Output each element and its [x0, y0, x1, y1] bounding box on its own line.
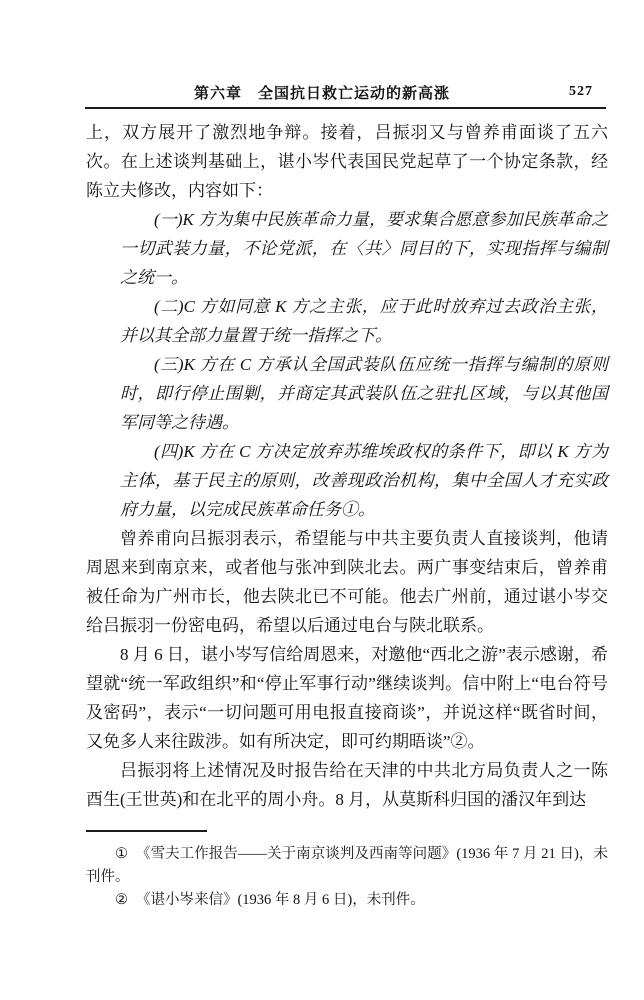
page-number: 527 — [569, 84, 593, 99]
footnote-2-marker: ② — [115, 892, 128, 908]
page-body — [86, 118, 608, 814]
footnote-1 — [86, 843, 608, 889]
chapter-title: 第六章 全国抗日救亡运动的新高涨 — [193, 86, 450, 102]
header-rule — [85, 107, 606, 109]
body-paragraph-4: 吕振羽将上述情况及时报告给在天津的中共北方局负责人之一陈酉生(王世英)和在北平的周小舟。8 月，从莫斯科归国的潘汉年到达 — [86, 761, 608, 809]
footnote-2 — [86, 889, 608, 912]
treaty-clauses — [120, 205, 608, 524]
footnote-separator — [86, 830, 207, 832]
running-header — [0, 82, 644, 104]
body-paragraph-2: 曾养甫向吕振羽表示，希望能与中共主要负责人直接谈判，他请周恩来到南京来，或者他与张冲到陕北去。两广事变结束后，曾养甫被任命为广州市长，他去陕北已不可能。他去广州前，通过谌小岑交给吕振羽一份密电码，希望以后通过电台与陕北联系。 — [86, 529, 608, 635]
treaty-clause-1: (一)K 方为集中民族革命力量，要求集合愿意参加民族革命之一切武装力量，不论党派，在〈共〉同目的下，实现指挥与编制之统一。 — [120, 210, 608, 287]
treaty-clause-3: (三)K 方在 C 方承认全国武装队伍应统一指挥与编制的原则时，即行停止围剿，并商定其武装队伍之驻扎区域，与以其他国军同等之待遇。 — [120, 355, 608, 432]
treaty-clause-4: (四)K 方在 C 方决定放弃苏维埃政权的条件下，即以 K 方为主体，基于民主的原则，改善现政治机构，集中全国人才充实政府力量，以完成民族革命任务①。 — [120, 442, 608, 519]
footnote-1-text: 《雪夫工作报告——关于南京谈判及西南等问题》(1936 年 7 月 21 日)，未刊件。 — [86, 846, 608, 885]
footnotes — [86, 843, 608, 912]
body-paragraph-opening: 上，双方展开了激烈地争辩。接着，吕振羽又与曾养甫面谈了五六次。在上述谈判基础上，谌小岑代表国民党起草了一个协定条款，经陈立夫修改，内容如下： — [86, 123, 608, 200]
treaty-clause-2: (二)C 方如同意 K 方之主张，应于此时放弃过去政治主张，并以其全部力量置于统一指挥之下。 — [120, 297, 608, 345]
footnote-2-text: 《谌小岑来信》(1936 年 8 月 6 日)，未刊件。 — [135, 892, 425, 908]
footnote-1-marker: ① — [115, 846, 129, 862]
body-paragraph-3: 8 月 6 日，谌小岑写信给周恩来，对邀他“西北之游”表示感谢，希望就“统一军政组织”和“停止军事行动”继续谈判。信中附上“电台符号及密码”，表示“一切问题可用电报直接商谈”，并说这样“既省时间，又免多人来往跋涉。如有所决定，即可约期晤谈”②。 — [86, 645, 608, 751]
